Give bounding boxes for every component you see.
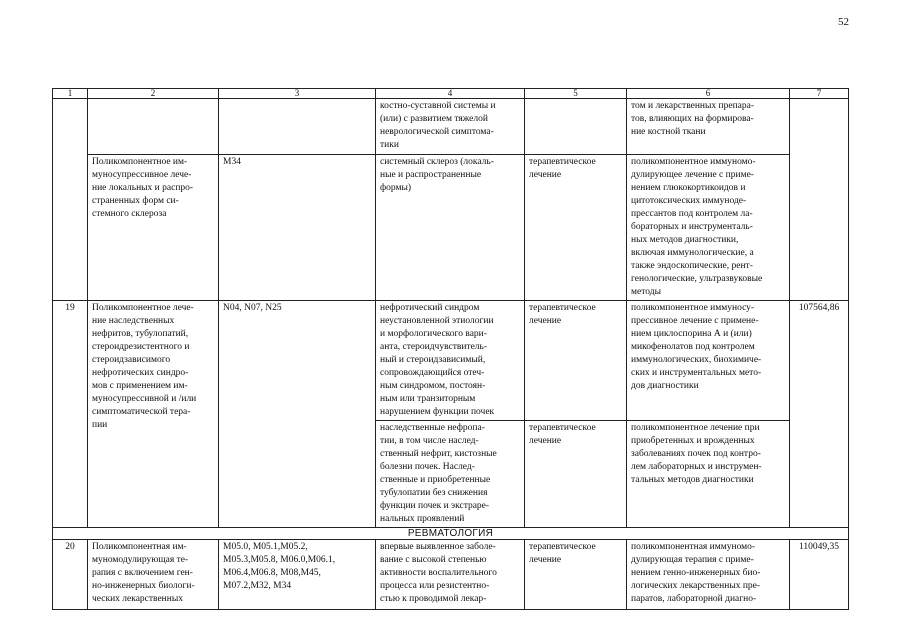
col-header-5: 5 [525,89,627,99]
cell-treatment-type: терапевтическое лечение [525,301,627,421]
cell-treatment-type: терапевтическое лечение [525,155,627,301]
cell-treatment-method: поликомпонентное иммуномо- дулирующее лечение с приме- нением глюкокортикоидов и цитотоксических иммуноде- прессантов под контролем ла- бораторных и инструменталь- ных методов диагностики, включая иммунологические, а также эндоскопические, рент- генологические, ультразвуковые методы [627,155,790,301]
cell-treatment-method: поликомпонентное лечение при приобретенных и врожденных заболеваниях почек под контро- лем лабораторных и инструмен- тальных методов диагностики [627,421,790,528]
cell-patient-model: наследственные нефропа- тии, в том числе наслед- ственный нефрит, кистозные болезни почек. Наслед- ственные и приобретенные тубулопатии без снижения функции почек и экстраре- нальных проявлений [376,421,525,528]
cell-icd-codes: M05.0, M05.1,M05.2, M05.3,M05.8, M06.0,M06.1, M06.4,M06.8, M08,M45, M07.2,M32, M34 [219,540,376,610]
col-header-1: 1 [53,89,88,99]
cell-treatment-method: поликомпонентная иммуномо- дулирующая терапия с приме- нением генно-инженерных био- логических лекарственных пре- паратов, лабораторной диагно- [627,540,790,610]
cell-patient-model: костно-суставной системы и (или) с развитием тяжелой неврологической симптома- тики [376,99,525,155]
table-row [53,155,849,301]
table-row [53,301,849,421]
cell-method [88,99,219,155]
col-header-4: 4 [376,89,525,99]
cell-icd-codes: N04, N07, N25 [219,301,376,528]
column-number-row [53,89,849,99]
cell-treatment-type: терапевтическое лечение [525,540,627,610]
cell-treatment-type: терапевтическое лечение [525,421,627,528]
cell-norm-cost: 110049,35 [790,540,849,610]
cell-number [53,99,88,301]
col-header-3: 3 [219,89,376,99]
medical-care-table [52,88,849,610]
col-header-2: 2 [88,89,219,99]
cell-patient-model: нефротический синдром неустановленной этиологии и морфологического вари- анта, стероидчувствитель- ный и стероидзависимый, сопровождающийся отеч- ным синдромом, постоян- ным или транзиторным нарушением функции почек [376,301,525,421]
cell-number: 19 [53,301,88,528]
cell-treatment-type [525,99,627,155]
cell-treatment-method: поликомпонентное иммуносу- прессивное лечение с примене- нием циклоспорина А и (или) микофенолатов под контролем иммунологических, биохимиче- ских и инструментальных мето- дов диагностики [627,301,790,421]
table-row [53,99,849,155]
cell-treatment-method: том и лекарственных препара- тов, влияющих на формирова- ние костной ткани [627,99,790,155]
cell-method: Поликомпонентное им- муносупрессивное лече- ние локальных и распро- страненных форм си- стемного склероза [88,155,219,301]
cell-icd-codes: M34 [219,155,376,301]
section-title: РЕВМАТОЛОГИЯ [53,528,849,540]
cell-method: Поликомпонентное лече- ние наследственных нефритов, тубулопатий, стероидрезистентного и стероидзависимого нефротических синдро- мов с применением им- муносупрессивной и /или симптоматической тера- пии [88,301,219,528]
cell-number: 20 [53,540,88,610]
cell-norm-cost [790,99,849,301]
section-row [53,528,849,540]
cell-patient-model: системный склероз (локаль- ные и распространенные формы) [376,155,525,301]
cell-patient-model: впервые выявленное заболе- вание с высокой степенью активности воспалительного процесса или резистентно- стью к проводимой лекар- [376,540,525,610]
table-row [53,540,849,610]
col-header-7: 7 [790,89,849,99]
cell-method: Поликомпонентная им- муномодулирующая те- рапия с включением ген- но-инженерных биологи- ческих лекарственных [88,540,219,610]
col-header-6: 6 [627,89,790,99]
cell-norm-cost: 107564,86 [790,301,849,528]
page-number: 52 [838,16,849,28]
cell-icd-codes [219,99,376,155]
